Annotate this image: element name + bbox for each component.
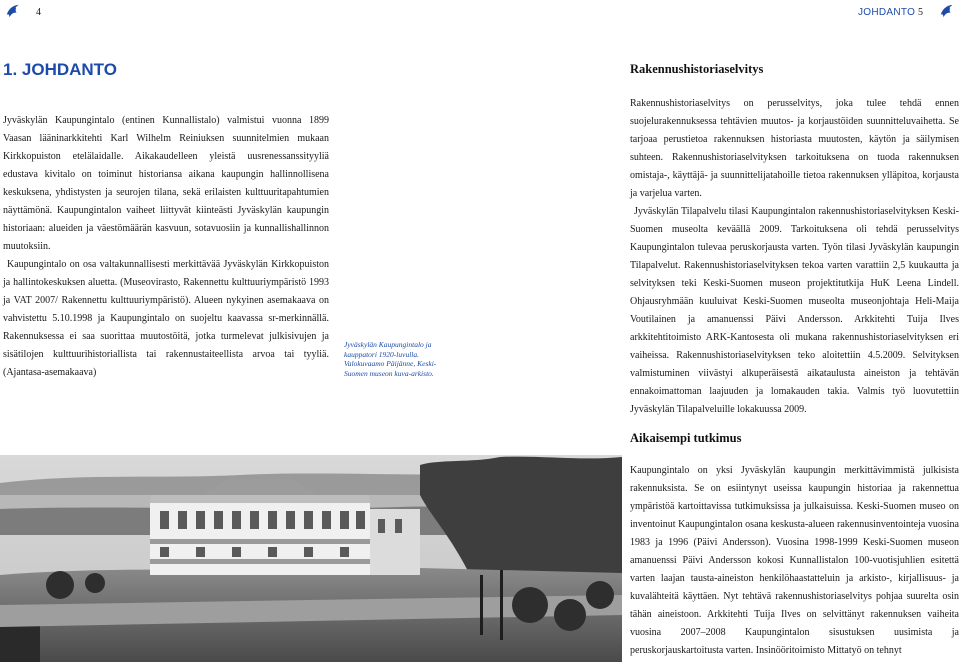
paragraph: Kaupungintalo on yksi Jyväskylän kaupungin merkittävimmistä julkisista rakennuksista. Se on esiintynyt useissa kaupungin historiaa ja rakennettua ympäristöä kartoittavissa tutkimuksissa ja julkaisuissa. Keski-Suomen museo on inventoinut Kaupungintalon osana keskusta-alueen rakennusinventointeja vuosina 1983 ja 1996 (Päivi Andersson). Vuosina 1998-1999 Keski-Suomen museon amanuenssi Päivi Andersson kokosi Kunnallistalon 100-vuotisjuhlien esitettä varten laajan tausta-aineiston henkilöhaastatteluin ja arkisto-, kirjallisuus- ja kuvalähteitä käyttäen. Nyt tehtävä rakennushistoriaselvitys pohjaa suurelta osin tähän aineistoon. Arkkitehti Tuija Ilves on selvittänyt rakennuksen vaiheita vuosina 2007–2008 Kaupungintalon sisustuksen uusimista ja peruskorjauskartoitusta varten. Insinööritoimisto Mittatyö on tehnyt <box>630 465 959 656</box>
subsection-body-text <box>630 462 959 660</box>
running-title: JOHDANTO <box>858 7 916 18</box>
left-page-number: 4 <box>36 7 41 18</box>
photo-caption: Jyväskylän Kaupungintalo ja kauppatori 1920-luvulla. Valokuvaamo Päijänne, Keski-Suomen museon kuva-arkisto. <box>344 340 437 378</box>
paragraph: Jyväskylän Kaupungintalo (entinen Kunnallistalo) valmistui vuonna 1899 Vaasan lääninarkkitehti Karl Wilhelm Reiniuksen suunnitelmien mukaan Kirkkopuiston etelälaidalle. Aikakaudelleen yleistä uusrenessanssityyliä edustava kivitalo on toiminut historiansa aikana kaupungin hallinnollisena keskuksena, yhdistysten ja seurojen tilana, sekä erilaisten kulttuuritapahtumien näyttämönä. Kaupungintalon vaiheet liittyvät kiinteästi Jyväskylän kaupungin historiaan: alueiden ja väestömäärän kasvuun, sotavuosiin ja kunnallishallinnon muutoksiin. <box>3 115 329 252</box>
chapter-title: 1. JOHDANTO <box>3 60 117 79</box>
paragraph: Kaupungintalo on osa valtakunnallisesti merkittävää Jyväskylän Kirkkopuiston ja hallintokeskuksen aluetta. (Museovirasto, Rakennettu kulttuuriympäristö 1993 ja VAT 2007/ Rakennettu kulttuuriympäristö). Alueen nykyinen asemakaava on vahvistettu 5.10.1998 ja Kaupungintalo on suojeltu kaavassa sr-merkinnällä. Rakennuksessa ei saa suorittaa muutostöitä, jotka turmelevat julkisivujen ja sisätilojen kulttuurihistoriallista tai rakennustaiteellista arvoa tai tyyliä. (Ajantasa-asemakaava) <box>3 259 329 378</box>
historical-photo <box>0 455 622 662</box>
museum-logo-icon <box>4 2 22 20</box>
section-title: Rakennushistoriaselvitys <box>630 62 764 76</box>
paragraph: Jyväskylän Tilapalvelu tilasi Kaupungintalon rakennushistoriaselvityksen Keski-Suomen museolta keväällä 2009. Tarkoituksena oli tehdä perusselvitys Kaupungintalon tulevaa peruskorjausta varten. Työn tilasi Jyväskylän kaupungin Tilapalvelut. Rakennushistoriaselvityksen tekoa varten varattiin 2,5 kuukautta ja selvityksen teki Keski-Suomen museon projektitutkija HuK Leena Lindell. Ohjausryhmään kuuluivat Keski-Suomen museolta museonjohtaja Heli-Maija Voutilainen ja amanuenssi Päivi Andersson. Arkkitehti Tuija Ilves arkkitehtitoimisto ARK-Kantosesta oli mukana rakennushistoriaselvityksen eri vaiheissa. Rakennushistoriaselvityksen teko aloitettiin 4.5.2009. Selvityksen valmistuminen viivästyi alkuperäisestä aikataulusta aineiston ja tehtävän ennakoimattoman laajuuden ja lomakauden takia. Valmis työ luovutettiin Jyväskylän Tilapalveluille lokakuussa 2009. <box>630 206 959 415</box>
left-body-text <box>3 112 329 382</box>
section-body-text <box>630 95 959 419</box>
right-page-number: 5 <box>918 7 923 18</box>
subsection-title: Aikaisempi tutkimus <box>630 431 742 445</box>
museum-logo-icon <box>938 2 956 20</box>
paragraph: Rakennushistoriaselvitys on perusselvitys, joka tulee tehdä ennen suojelurakennuksessa tehtävien muutos- ja korjaustöiden suunnitteluvaihetta. Se tarjoaa perustietoa rakennuksen historiasta muutosten, käytön ja säilymisen suhteen. Rakennushistoriaselvityksen tarkoituksena on tuoda rakennuksen omistaja-, käyttäjä- ja suunnittelijatahoille tietoa rakennuksen ylläpitoa, korjausta ja varjelua varten. <box>630 98 959 199</box>
